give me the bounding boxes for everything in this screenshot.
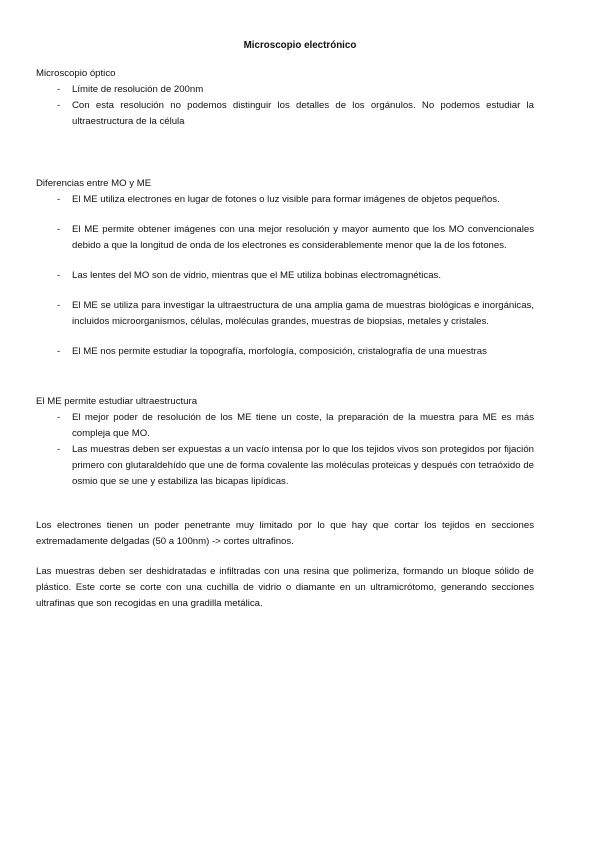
list-item: - Límite de resolución de 200nm <box>36 82 534 98</box>
paragraph-muestras <box>36 564 534 612</box>
list-item: - El ME se utiliza para investigar la ultraestructura de una amplia gama de muestras biológicas e inorgánicas, incluidos microorganismos, células, moléculas grandes, muestras de biopsias, metales y cristales. <box>36 298 534 330</box>
section-ultraestructura <box>36 394 534 490</box>
list-item: - El mejor poder de resolución de los ME tiene un coste, la preparación de la muestra para ME es más compleja que MO. <box>36 410 534 442</box>
section-microscopio-optico <box>36 66 534 130</box>
list-item: - Las lentes del MO son de vidrio, mientras que el ME utiliza bobinas electromagnéticas. <box>36 268 534 284</box>
bullet-list <box>36 192 534 360</box>
section-heading: Diferencias entre MO y ME <box>36 178 152 189</box>
bullet-list <box>36 82 534 130</box>
list-item: - El ME permite obtener imágenes con una mejor resolución y mayor aumento que los MO convencionales debido a que la longitud de onda de los electrones es considerablemente menor que la de los fotones. <box>36 222 534 254</box>
list-item: - El ME utiliza electrones en lugar de fotones o luz visible para formar imágenes de objetos pequeños. <box>36 192 534 208</box>
bullet-list <box>36 410 534 490</box>
paragraph: Los electrones tienen un poder penetrante muy limitado por lo que hay que cortar los tejidos en secciones extremadamente delgadas (50 a 100nm) -> cortes ultrafinos. <box>36 520 534 547</box>
page-title: Microscopio electrónico <box>243 40 357 51</box>
section-heading: El ME permite estudiar ultraestructura <box>36 396 198 407</box>
section-diferencias <box>36 176 534 374</box>
section-heading: Microscopio óptico <box>36 68 116 79</box>
list-item: - El ME nos permite estudiar la topografía, morfología, composición, cristalografía de una muestras <box>36 344 534 360</box>
list-item: - Las muestras deben ser expuestas a un vacío intensa por lo que los tejidos vivos son protegidos por fijación primero con glutaraldehído que une de forma covalente las moléculas proteicas y después con tetraóxido de osmio que se une y estabiliza las bicapas lipídicas. <box>36 442 534 490</box>
paragraph-electrones <box>36 518 534 550</box>
list-item: - Con esta resolución no podemos distinguir los detalles de los orgánulos. No podemos estudiar la ultraestructura de la célula <box>36 98 534 130</box>
paragraph: Las muestras deben ser deshidratadas e infiltradas con una resina que polimeriza, formando un bloque sólido de plástico. Este corte se corte con una cuchilla de vidrio o diamante en un ultramicrótomo, generando secciones ultrafinas que son recogidas en una gradilla metálica. <box>36 566 534 609</box>
